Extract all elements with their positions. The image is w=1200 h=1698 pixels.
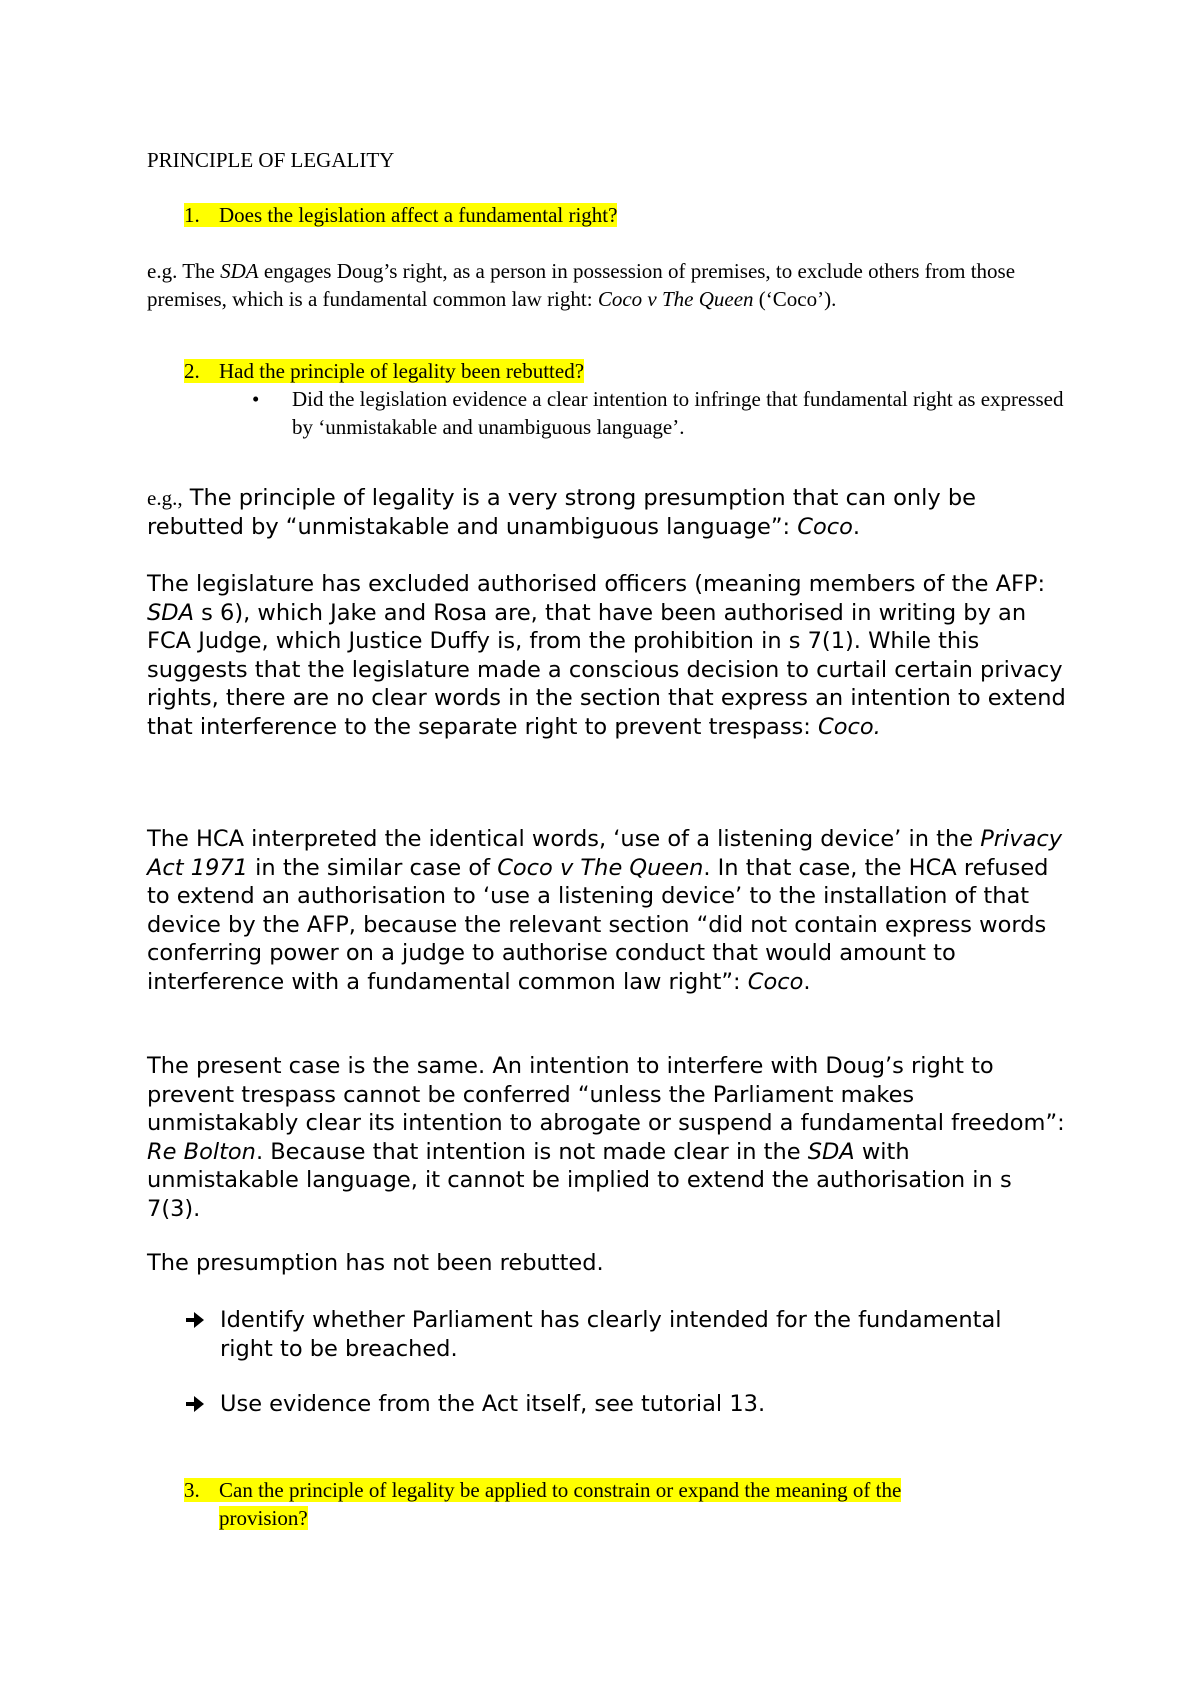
- text-run: .: [803, 968, 811, 995]
- bullet-icon: •: [252, 387, 260, 411]
- paragraph-legislature: [147, 570, 1067, 741]
- question-3-text-line-2: provision?: [219, 1506, 308, 1530]
- text-run: (‘Coco’).: [753, 287, 837, 311]
- text-run: The HCA interpreted the identical words, ‘use of a listening device’ in the: [147, 826, 981, 852]
- arrow-point-1: [184, 1306, 1044, 1363]
- question-3-text-line-1: Can the principle of legality be applied to constrain or expand the meaning of the: [219, 1478, 902, 1502]
- text-run: The legislature has excluded authorised officers (meaning members of the AFP:: [147, 571, 1046, 597]
- text-run: e.g. The: [147, 259, 221, 283]
- paragraph-conclusion: The presumption has not been rebutted.: [147, 1250, 604, 1276]
- question-2-text: Had the principle of legality been rebutted?: [219, 359, 585, 383]
- text-run: . In that case, the HCA refused to extend an authorisation to ‘use a listening device’ to the installation of that device by the AFP, because the relevant section “did not contain express words conferring power on a judge to authorise conduct that would amount to interference with a fundamental common law right”:: [147, 854, 1049, 995]
- italic-case-name: Coco v The Queen: [497, 854, 704, 881]
- right-arrow-icon: [184, 1308, 206, 1332]
- text-run: The principle of legality is a very strong presumption that can only be rebutted by “unmistakable and unambiguous language”:: [147, 485, 977, 540]
- italic-act-name: Privacy Act 1971: [147, 826, 1063, 881]
- italic-case-name: Coco.: [818, 713, 881, 740]
- arrow-point-2-text: Use evidence from the Act itself, see tutorial 13.: [220, 1391, 766, 1417]
- italic-act-name: SDA: [220, 259, 259, 283]
- text-run: with unmistakable language, it cannot be implied to extend the authorisation in s 7(3).: [147, 1138, 1012, 1222]
- italic-case-name: Re Bolton: [147, 1138, 256, 1165]
- question-3-number: 3.: [184, 1478, 200, 1502]
- italic-case-name: Coco: [797, 513, 853, 540]
- question-2: [184, 357, 1064, 385]
- text-run: .: [852, 513, 861, 540]
- text-run: engages Doug’s right, as a person in possession of premises, to exclude others from those premises, which is a fundamental common law right:: [147, 259, 1016, 311]
- italic-act-name: SDA: [147, 599, 194, 626]
- italic-act-name: SDA: [807, 1138, 855, 1165]
- italic-case-name: Coco: [747, 968, 804, 995]
- bullet-text: Did the legislation evidence a clear intention to infringe that fundamental right as expressed by ‘unmistakable and unambiguous language’.: [292, 387, 1064, 439]
- example-label: e.g.,: [147, 486, 183, 510]
- paragraph-example-1: [147, 257, 1067, 313]
- question-2-number: 2.: [184, 359, 200, 383]
- question-2-bullet: [252, 385, 1072, 441]
- text-run: . Because that intention is not made clear in the: [255, 1138, 808, 1165]
- text-run: The present case is the same. An intention to interfere with Doug’s right to prevent trespass cannot be conferred “unless the Parliament makes unmistakably clear its intention to abrogate or suspend a fundamental freedom”:: [147, 1053, 1065, 1136]
- arrow-point-1-text: Identify whether Parliament has clearly intended for the fundamental right to be breached.: [220, 1307, 1002, 1362]
- question-1-text: Does the legislation affect a fundamental right?: [219, 203, 618, 227]
- paragraph-present-case: [147, 1052, 1067, 1223]
- paragraph-hca: [147, 825, 1067, 996]
- question-2-highlight: [184, 359, 584, 383]
- paragraph-example-2: [147, 484, 1067, 541]
- arrow-point-2: [184, 1390, 1044, 1419]
- question-3-highlight: [184, 1478, 901, 1502]
- question-1: [184, 201, 1064, 229]
- question-1-number: 1.: [184, 203, 200, 227]
- document-title: PRINCIPLE OF LEGALITY: [147, 148, 395, 172]
- text-run: in the similar case of: [248, 854, 498, 881]
- question-1-highlight: [184, 203, 617, 227]
- right-arrow-icon: [184, 1392, 206, 1416]
- question-3: [184, 1476, 1064, 1532]
- text-run: s 6), which Jake and Rosa are, that have been authorised in writing by an FCA Judge, which Justice Duffy is, from the prohibition in s 7(1). While this suggests that the legislature made a conscious decision to curtail certain privacy rights, there are no clear words in the section that express an intention to extend that interference to the separate right to prevent trespass:: [147, 599, 1066, 740]
- italic-case-name: Coco v The Queen: [597, 287, 754, 311]
